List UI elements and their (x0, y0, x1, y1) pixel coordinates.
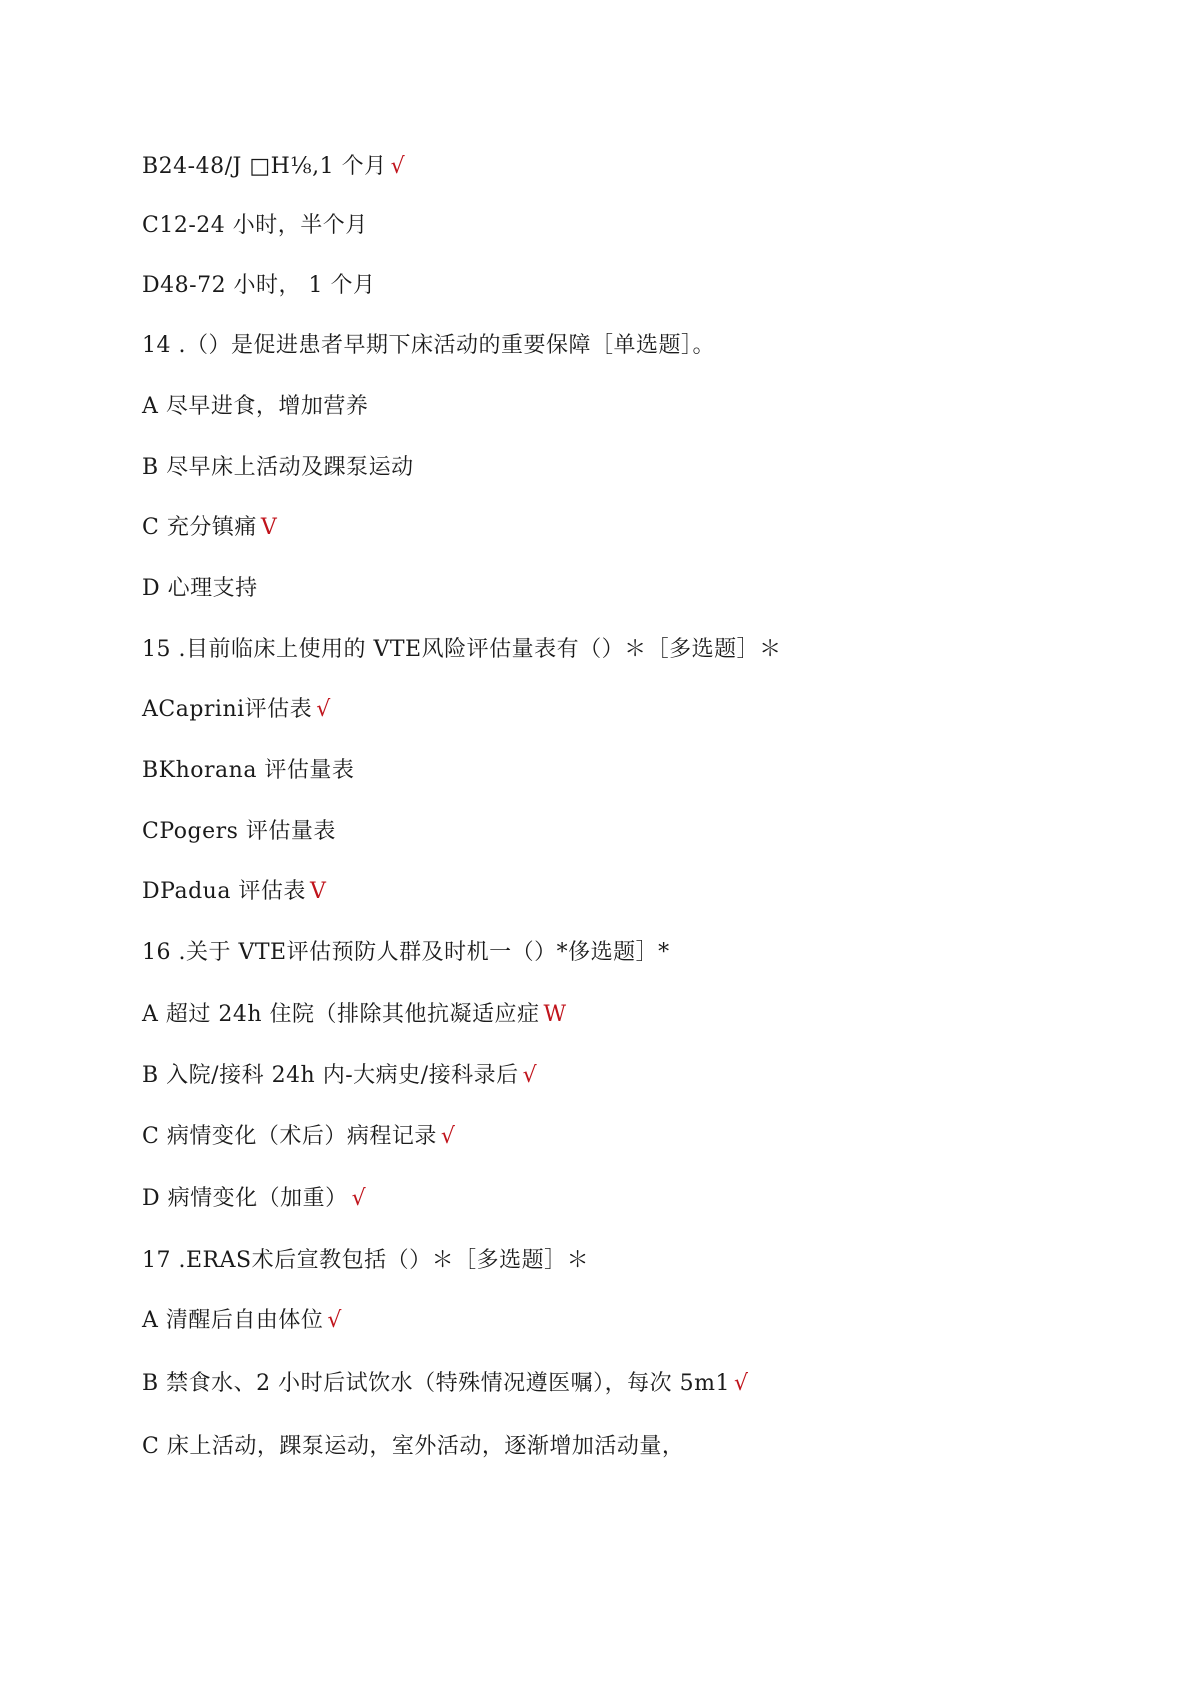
answer-mark: √ (316, 697, 331, 722)
option-line (142, 756, 358, 786)
line-text: A 清醒后自由体位 (142, 1308, 324, 1333)
option-line (142, 1306, 342, 1336)
question-line (142, 938, 674, 968)
question-line (142, 635, 786, 665)
line-text: B 禁食水、2 小时后试饮水（特殊情况遵医嘱），每次 5m1 (142, 1371, 731, 1396)
option-line (142, 695, 331, 725)
option-line (142, 392, 372, 422)
answer-mark: √ (734, 1371, 749, 1396)
line-text: C 病情变化（术后）病程记录 (142, 1124, 437, 1149)
line-text: D48-72 小时， 1 个月 (142, 273, 376, 298)
line-text: CPogers 评估量表 (142, 819, 336, 844)
option-line (142, 817, 340, 847)
answer-mark: V (260, 515, 278, 540)
question-line (142, 1246, 593, 1276)
option-line (142, 877, 326, 907)
option-line (142, 513, 277, 543)
option-line (142, 1122, 455, 1152)
line-text: C 床上活动，踝泵运动，室外活动，逐渐增加活动量， (142, 1434, 685, 1459)
line-text: C12-24 小时，半个月 (142, 213, 368, 238)
line-text: D 病情变化（加重） (142, 1186, 348, 1211)
answer-mark: V (309, 879, 327, 904)
option-line (142, 1369, 749, 1399)
option-line (142, 574, 262, 604)
option-line (142, 453, 418, 483)
option-line (142, 1432, 688, 1462)
line-text: 15 .目前临床上使用的 VTE风险评估量表有（）＊［多选题］＊ (142, 637, 782, 662)
line-text: BKhorana 评估量表 (142, 758, 355, 783)
line-text: C 充分镇痛 (142, 515, 257, 540)
answer-mark: √ (522, 1063, 538, 1088)
question-line (142, 331, 719, 361)
line-text: ACaprini评估表 (142, 697, 313, 722)
answer-mark: √ (440, 1124, 456, 1149)
answer-mark: √ (351, 1186, 367, 1211)
line-text: DPadua 评估表 (142, 879, 306, 904)
line-text: 17 .ERAS术后宣教包括（）＊［多选题］＊ (142, 1248, 590, 1273)
option-line (142, 211, 372, 241)
line-text: B 尽早床上活动及踝泵运动 (142, 455, 414, 480)
line-text: A 尽早进食，增加营养 (142, 394, 369, 419)
line-text: A 超过 24h 住院（排除其他抗凝适应症 (142, 1002, 540, 1027)
option-line (142, 1184, 366, 1214)
answer-mark: √ (390, 154, 406, 179)
line-text: 14 .（）是促进患者早期下床活动的重要保障［单选题］。 (142, 333, 715, 358)
line-text: B 入院/接科 24h 内-大病史/接科录后 (142, 1063, 519, 1088)
line-text: 16 .关于 VTE评估预防人群及时机一（）*侈选题］* (142, 940, 670, 965)
line-text: B24-48/J □H⅛,1 个月 (142, 154, 387, 179)
option-line (142, 1000, 567, 1030)
option-line (142, 271, 380, 301)
line-text: D 心理支持 (142, 576, 258, 601)
option-line (142, 152, 405, 182)
option-line (142, 1061, 537, 1091)
answer-mark: W (543, 1002, 567, 1027)
answer-mark: √ (327, 1308, 342, 1333)
